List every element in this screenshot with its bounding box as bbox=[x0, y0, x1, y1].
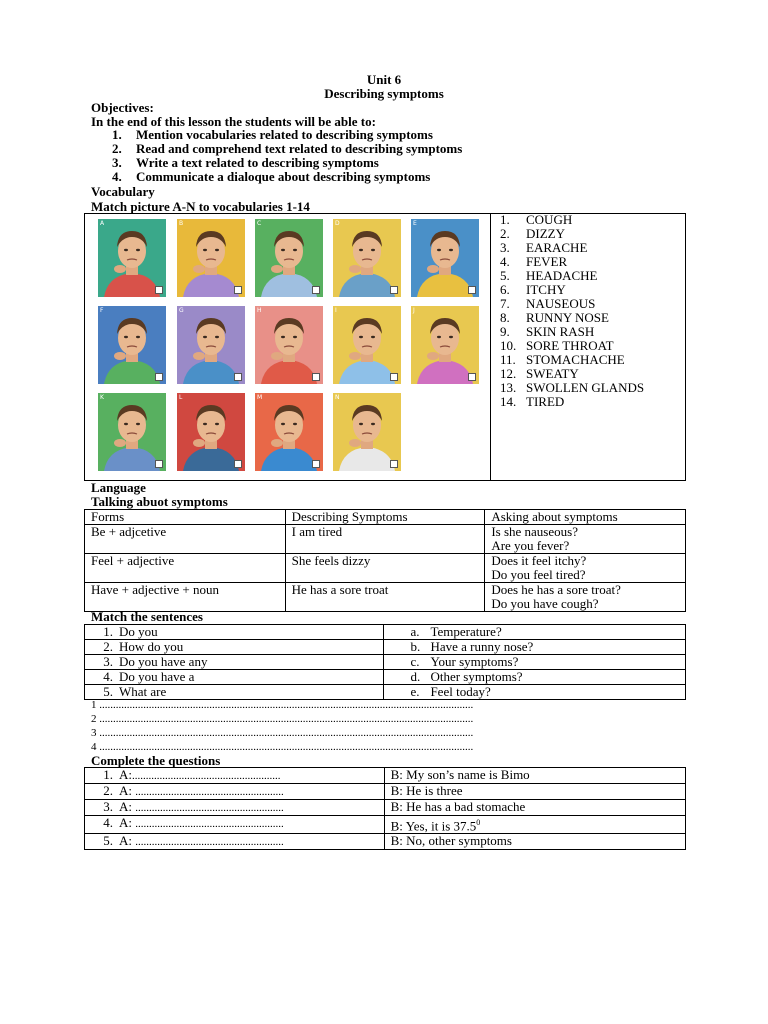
match-row: 4. Do you have a d. Other symptoms? bbox=[85, 670, 686, 685]
match-heading: Match the sentences bbox=[91, 609, 203, 624]
match-row: 1. Do you a. Temperature? bbox=[85, 625, 686, 640]
objectives-heading: Objectives: bbox=[91, 100, 154, 115]
table-row bbox=[85, 583, 686, 612]
symptom-picture-l: L bbox=[177, 393, 245, 471]
form-cell: Feel + adjective bbox=[85, 554, 286, 583]
ask-cell: Does it feel itchy? Do you feel tired? bbox=[485, 554, 686, 583]
form-cell: Have + adjective + noun bbox=[85, 583, 286, 612]
vocabulary-item: 12. SWEATY bbox=[500, 366, 579, 381]
vocabulary-item: 6. ITCHY bbox=[500, 282, 566, 297]
answer-line-4[interactable]: 4 ........................................................................................................................................ bbox=[91, 741, 474, 753]
match-right: Temperature? bbox=[430, 624, 502, 639]
question-blank[interactable]: 3. A: ...................................................... bbox=[85, 800, 385, 816]
vocabulary-list bbox=[500, 213, 644, 409]
vocabulary-item: 13. SWOLLEN GLANDS bbox=[500, 380, 645, 395]
column-header: Describing Symptoms bbox=[285, 510, 485, 525]
symptom-picture-b: B bbox=[177, 219, 245, 297]
match-right: Other symptoms? bbox=[430, 669, 523, 684]
vocabulary-heading: Vocabulary bbox=[91, 184, 155, 199]
complete-row: 4. A: ...................................................... B: Yes, it is 37.5$^0$ bbox=[85, 816, 686, 834]
symptom-picture-j: J bbox=[411, 306, 479, 384]
ask-cell: Does he has a sore troat? Do you have cough? bbox=[485, 583, 686, 612]
match-right: Your symptoms? bbox=[430, 654, 519, 669]
vocabulary-item: 4. FEVER bbox=[500, 254, 568, 269]
vocabulary-item: 14. TIRED bbox=[500, 394, 565, 409]
match-left: Do you have any bbox=[119, 654, 208, 669]
symptom-picture-c: C bbox=[255, 219, 323, 297]
complete-table bbox=[84, 767, 686, 850]
match-right: Feel today? bbox=[430, 684, 491, 699]
match-left: What are bbox=[119, 684, 167, 699]
objective-item: 4. Communicate a dialoque about describing symptoms bbox=[112, 169, 431, 184]
complete-row bbox=[85, 800, 686, 816]
language-heading: Language bbox=[91, 480, 146, 495]
symptom-picture-f: F bbox=[98, 306, 166, 384]
describe-cell: I am tired bbox=[285, 525, 485, 554]
describe-cell: He has a sore troat bbox=[285, 583, 485, 612]
match-row: 3. Do you have any c. Your symptoms? bbox=[85, 655, 686, 670]
match-table bbox=[84, 624, 686, 700]
match-left: Do you have a bbox=[119, 669, 195, 684]
vocabulary-item: 11. STOMACHACHE bbox=[500, 352, 625, 367]
match-right: Have a runny nose? bbox=[430, 639, 534, 654]
question-blank[interactable]: 4. A: ...................................................... bbox=[85, 816, 385, 834]
vocabulary-item: 3. EARACHE bbox=[500, 240, 588, 255]
question-blank[interactable]: 1. A:...................................................... bbox=[85, 768, 385, 784]
symptom-picture-h: H bbox=[255, 306, 323, 384]
column-header: Asking about symptoms bbox=[485, 510, 686, 525]
symptoms-table bbox=[84, 509, 686, 612]
vocabulary-item: 8. RUNNY NOSE bbox=[500, 310, 609, 325]
answer-line-1[interactable]: 1 ........................................................................................................................................ bbox=[91, 699, 474, 711]
ask-cell: Is she nauseous? Are you fever? bbox=[485, 525, 686, 554]
vocabulary-item: 9. SKIN RASH bbox=[500, 324, 595, 339]
symptom-picture-e: E bbox=[411, 219, 479, 297]
answer-line-2[interactable]: 2 ........................................................................................................................................ bbox=[91, 713, 474, 725]
answer-text: B: He is three bbox=[390, 783, 463, 798]
objectives-list bbox=[112, 128, 462, 184]
complete-row bbox=[85, 784, 686, 800]
table-row bbox=[85, 525, 686, 554]
symptom-picture-m: M bbox=[255, 393, 323, 471]
question-blank[interactable]: 5. A: ...................................................... bbox=[85, 834, 385, 850]
answer-text: B: Yes, it is 37.5 bbox=[390, 818, 477, 834]
complete-row bbox=[85, 834, 686, 850]
vocabulary-item: 7. NAUSEOUS bbox=[500, 296, 596, 311]
vocabulary-item: 1. COUGH bbox=[500, 212, 573, 227]
vocabulary-instruction: Match picture A-N to vocabularies 1-14 bbox=[91, 199, 310, 214]
symptom-picture-d: D bbox=[333, 219, 401, 297]
answer-text: B: No, other symptoms bbox=[390, 833, 512, 849]
form-cell: Be + adjcetive bbox=[85, 525, 286, 554]
complete-row bbox=[85, 768, 686, 784]
objective-item: 2. Read and comprehend text related to describing symptoms bbox=[112, 141, 463, 156]
vocabulary-divider bbox=[490, 213, 491, 481]
objective-item: 3. Write a text related to describing symptoms bbox=[112, 155, 379, 170]
vocabulary-item: 2. DIZZY bbox=[500, 226, 565, 241]
vocabulary-item: 10. SORE THROAT bbox=[500, 338, 614, 353]
symptom-picture-g: G bbox=[177, 306, 245, 384]
answer-line-3[interactable]: 3 ........................................................................................................................................ bbox=[91, 727, 474, 739]
language-subheading: Talking abuot symptoms bbox=[91, 494, 228, 509]
symptom-picture-n: N bbox=[333, 393, 401, 471]
question-blank[interactable]: 2. A: ...................................................... bbox=[85, 784, 385, 800]
match-left: Do you bbox=[119, 624, 158, 639]
match-left: How do you bbox=[119, 639, 184, 654]
table-header-row bbox=[85, 510, 686, 525]
answer-text: B: My son’s name is Bimo bbox=[390, 767, 530, 782]
unit-label: Unit 6 bbox=[366, 72, 402, 87]
objectives-intro: In the end of this lesson the students will be able to: bbox=[91, 114, 376, 129]
column-header: Forms bbox=[85, 510, 286, 525]
match-row: 2. How do you b. Have a runny nose? bbox=[85, 640, 686, 655]
symptom-picture-i: I bbox=[333, 306, 401, 384]
vocabulary-item: 5. HEADACHE bbox=[500, 268, 598, 283]
answer-text: B: He has a bad stomache bbox=[390, 799, 526, 814]
match-row: 5. What are e. Feel today? bbox=[85, 685, 686, 700]
complete-heading: Complete the questions bbox=[91, 753, 221, 768]
symptom-picture-a: A bbox=[98, 219, 166, 297]
page-title: Describing symptoms bbox=[324, 86, 444, 101]
table-row bbox=[85, 554, 686, 583]
objective-item: 1. Mention vocabularies related to describing symptoms bbox=[112, 127, 433, 142]
symptom-picture-k: K bbox=[98, 393, 166, 471]
describe-cell: She feels dizzy bbox=[285, 554, 485, 583]
